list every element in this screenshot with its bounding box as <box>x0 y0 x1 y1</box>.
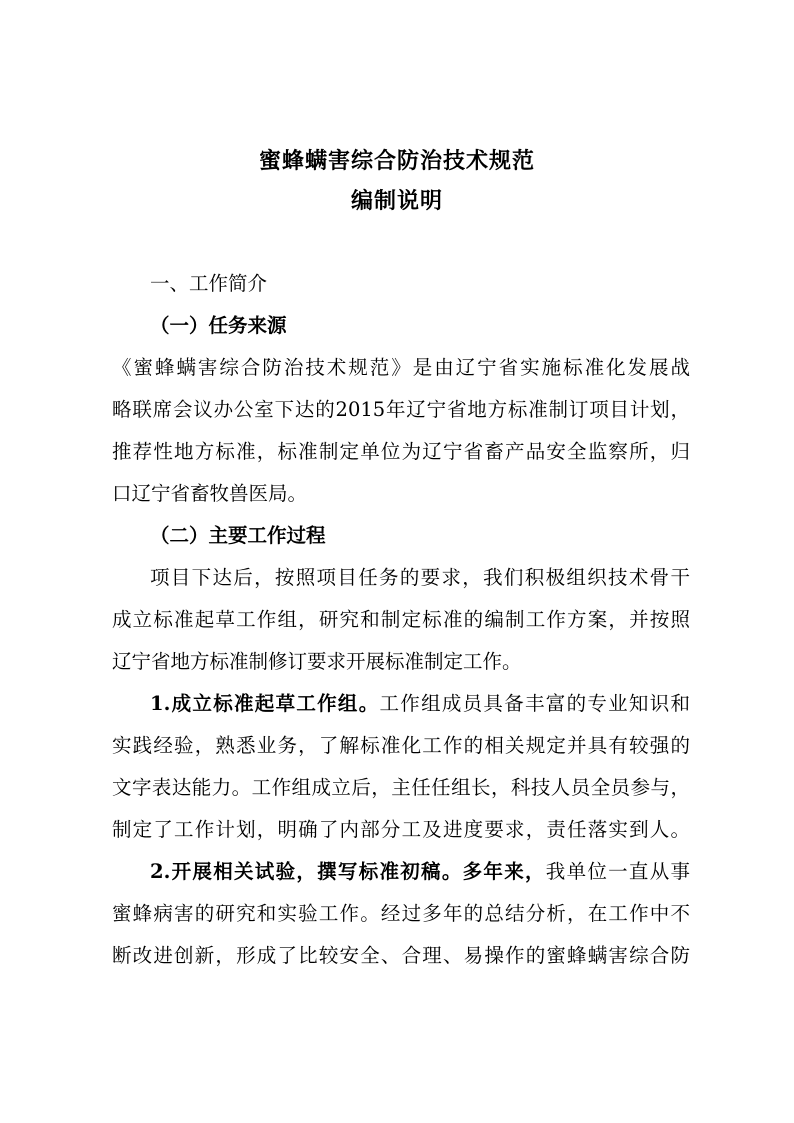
paragraph-line: 推荐性地方标准，标准制定单位为辽宁省畜产品安全监察所，归 <box>112 440 690 463</box>
paragraph-line: 制定了工作计划，明确了内部分工及进度要求，责任落实到人。 <box>112 818 690 841</box>
paragraph-line: 项目下达后，按照项目任务的要求，我们积极组织技术骨干 <box>150 566 690 589</box>
list-item-lead: 2.开展相关试验，撰写标准初稿。多年来， <box>150 860 546 883</box>
paragraph-line: 文字表达能力。工作组成立后，主任任组长，科技人员全员参与， <box>112 776 690 799</box>
paragraph-line: 《蜜蜂螨害综合防治技术规范》是由辽宁省实施标准化发展战 <box>112 356 690 379</box>
subsection-heading-task-source: （一）任务来源 <box>150 314 287 337</box>
list-item-lead: 1.成立标准起草工作组。 <box>150 692 380 715</box>
document-subtitle: 编制说明 <box>350 188 443 214</box>
list-item-first-line <box>150 690 690 718</box>
list-item-text: 工作组成员具备丰富的专业知识和 <box>379 692 690 715</box>
paragraph-line: 断改进创新，形成了比较安全、合理、易操作的蜜蜂螨害综合防 <box>112 944 690 967</box>
document-title: 蜜蜂螨害综合防治技术规范 <box>258 148 535 174</box>
paragraph-line: 蜜蜂病害的研究和实验工作。经过多年的总结分析，在工作中不 <box>112 902 690 925</box>
paragraph-line: 成立标准起草工作组，研究和制定标准的编制工作方案，并按照 <box>112 608 690 631</box>
section-heading: 一、工作简介 <box>150 272 268 295</box>
paragraph-line: 实践经验，熟悉业务，了解标准化工作的相关规定并具有较强的 <box>112 734 690 757</box>
subsection-heading-work-process: （二）主要工作过程 <box>150 524 326 547</box>
list-item-text: 我单位一直从事 <box>545 860 690 883</box>
paragraph-line: 口辽宁省畜牧兽医局。 <box>112 482 308 505</box>
paragraph-line: 辽宁省地方标准制修订要求开展标准制定工作。 <box>112 650 522 673</box>
paragraph-line: 略联席会议办公室下达的2015年辽宁省地方标准制订项目计划， <box>112 398 690 421</box>
list-item-first-line <box>150 858 690 886</box>
